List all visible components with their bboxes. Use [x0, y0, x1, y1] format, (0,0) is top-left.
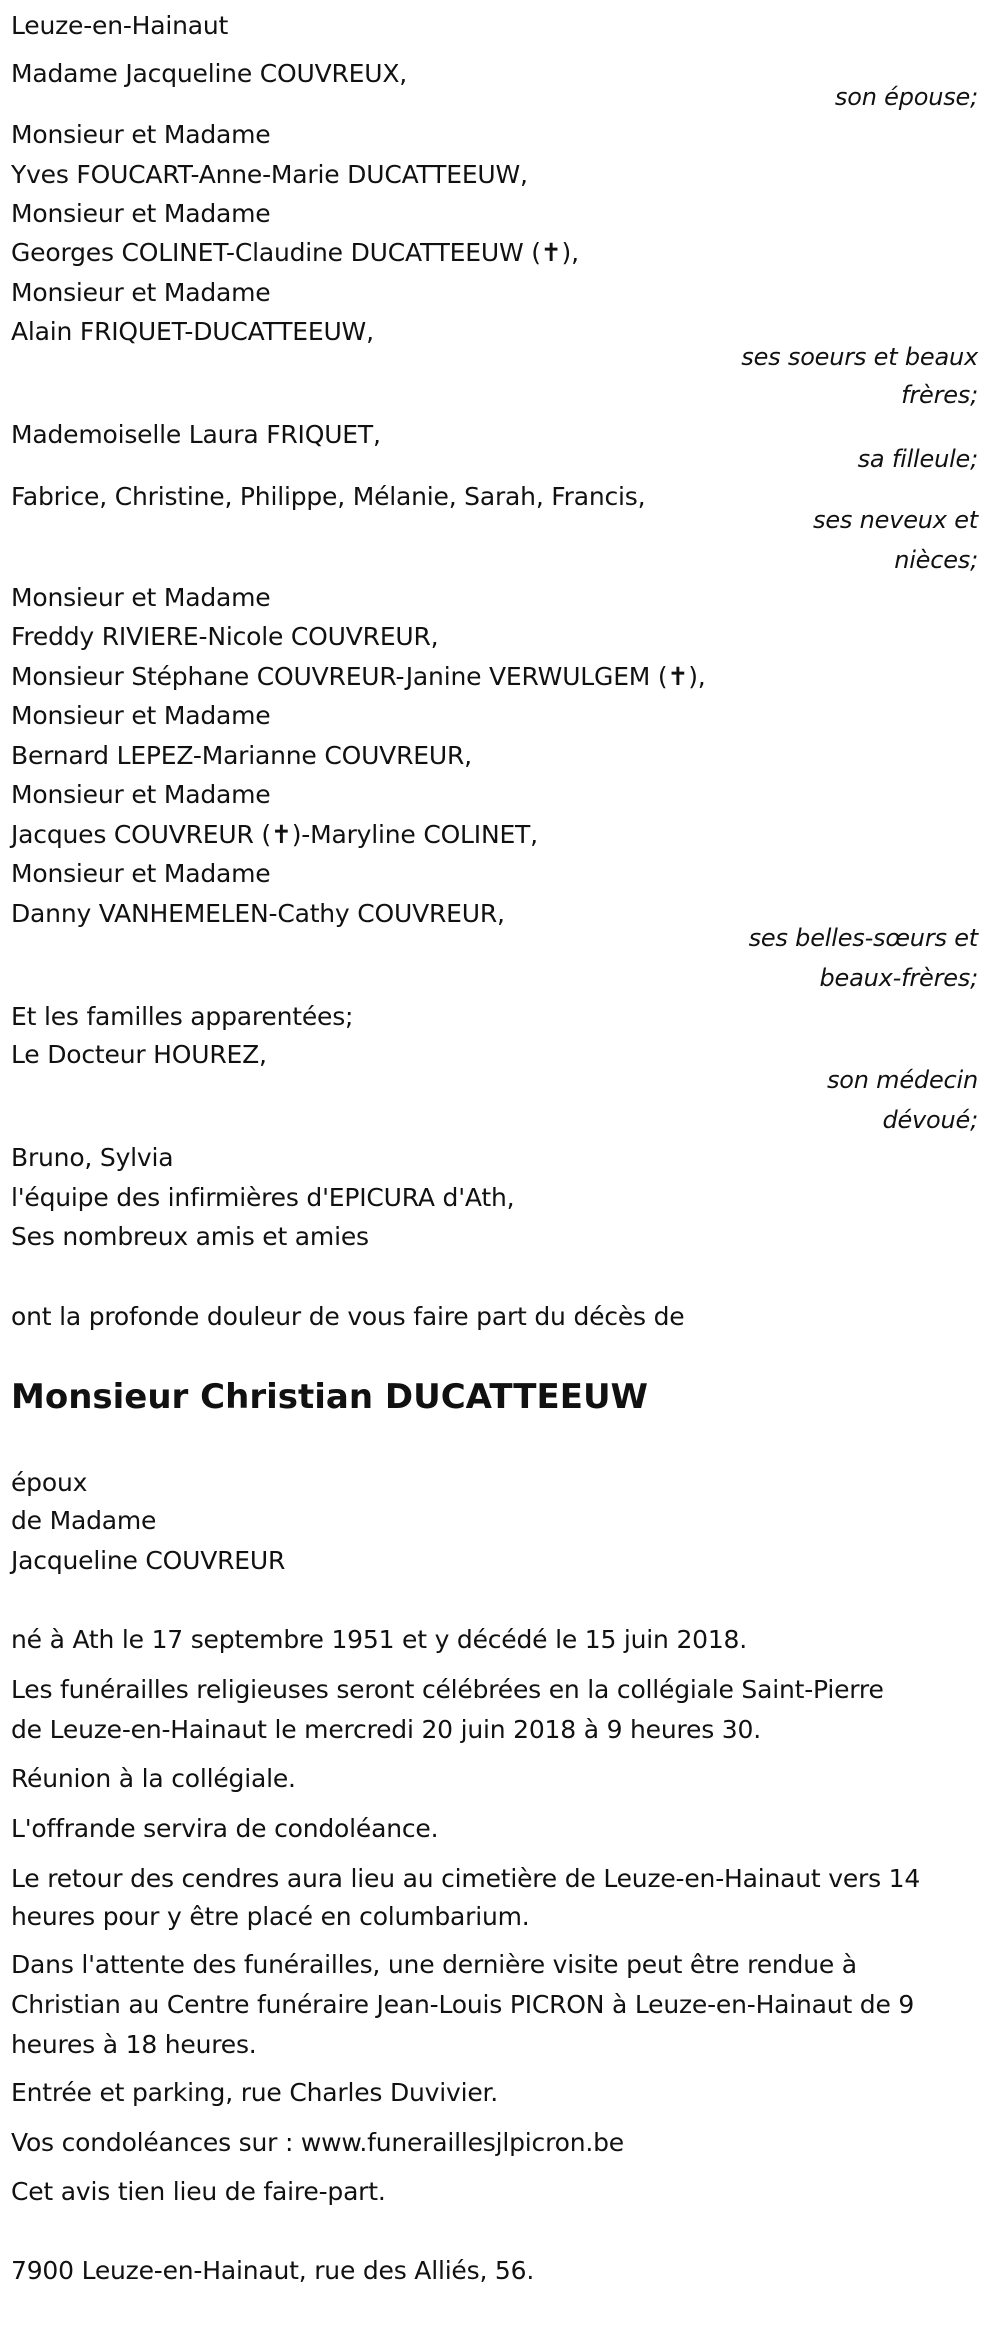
text-line: Monsieur et Madame: [11, 701, 271, 730]
text-line: Mademoiselle Laura FRIQUET,: [11, 420, 381, 449]
text-line: Jacques COUVREUR (✝)-Maryline COLINET,: [11, 820, 538, 849]
text-line: Vos condoléances sur : www.funeraillesjlpicron.be: [11, 2128, 624, 2157]
relationship-label: ses neveux et: [813, 506, 978, 534]
text-line: Jacqueline COUVREUR: [11, 1546, 286, 1575]
text-line: 7900 Leuze-en-Hainaut, rue des Alliés, 56.: [11, 2256, 535, 2285]
relationship-label: beaux-frères;: [819, 964, 978, 992]
text-line: Freddy RIVIERE-Nicole COUVREUR,: [11, 622, 439, 651]
text-line: l'équipe des infirmières d'EPICURA d'Ath,: [11, 1183, 515, 1212]
text-line: né à Ath le 17 septembre 1951 et y décédé le 15 juin 2018.: [11, 1625, 748, 1654]
relationship-label: ses belles-sœurs et: [748, 924, 978, 952]
text-line: Les funérailles religieuses seront célébrées en la collégiale Saint-Pierre: [11, 1675, 884, 1704]
text-line: de Leuze-en-Hainaut le mercredi 20 juin 2018 à 9 heures 30.: [11, 1715, 761, 1744]
text-line: Dans l'attente des funérailles, une dernière visite peut être rendue à: [11, 1950, 857, 1979]
deceased-name-heading: Monsieur Christian DUCATTEEUW: [11, 1377, 649, 1417]
relationship-label: frères;: [901, 381, 978, 409]
text-line: Bernard LEPEZ-Marianne COUVREUR,: [11, 741, 472, 770]
text-line: heures pour y être placé en columbarium.: [11, 1902, 530, 1931]
text-line: Yves FOUCART-Anne-Marie DUCATTEEUW,: [11, 160, 528, 189]
text-line: Réunion à la collégiale.: [11, 1764, 296, 1793]
text-line: Bruno, Sylvia: [11, 1143, 174, 1172]
relationship-label: son épouse;: [834, 83, 978, 111]
text-line: Fabrice, Christine, Philippe, Mélanie, Sarah, Francis,: [11, 482, 646, 511]
text-line: Monsieur et Madame: [11, 199, 271, 228]
text-line: Cet avis tien lieu de faire-part.: [11, 2177, 386, 2206]
text-line: Monsieur Stéphane COUVREUR-Janine VERWULGEM (✝),: [11, 662, 706, 691]
text-line: L'offrande servira de condoléance.: [11, 1814, 439, 1843]
text-line: de Madame: [11, 1506, 157, 1535]
relationship-label: son médecin: [826, 1066, 978, 1094]
relationship-label: nièces;: [894, 546, 978, 574]
text-line: Monsieur et Madame: [11, 583, 271, 612]
relationship-label: sa filleule;: [857, 445, 978, 473]
text-line: Monsieur et Madame: [11, 120, 271, 149]
text-line: Monsieur et Madame: [11, 278, 271, 307]
text-line: Leuze-en-Hainaut: [11, 11, 229, 40]
text-line: Le Docteur HOUREZ,: [11, 1040, 267, 1069]
text-line: Christian au Centre funéraire Jean-Louis PICRON à Leuze-en-Hainaut de 9: [11, 1990, 915, 2019]
text-line: Entrée et parking, rue Charles Duvivier.: [11, 2078, 499, 2107]
text-line: Monsieur et Madame: [11, 859, 271, 888]
relationship-label: ses soeurs et beaux: [741, 343, 978, 371]
text-line: heures à 18 heures.: [11, 2030, 257, 2059]
relationship-label: dévoué;: [882, 1106, 978, 1134]
text-line: Monsieur et Madame: [11, 780, 271, 809]
text-line: Le retour des cendres aura lieu au cimetière de Leuze-en-Hainaut vers 14: [11, 1864, 921, 1893]
text-line: Danny VANHEMELEN-Cathy COUVREUR,: [11, 899, 505, 928]
text-line: ont la profonde douleur de vous faire part du décès de: [11, 1302, 685, 1331]
text-line: Ses nombreux amis et amies: [11, 1222, 369, 1251]
text-line: Et les familles apparentées;: [11, 1002, 354, 1031]
text-line: Madame Jacqueline COUVREUX,: [11, 59, 408, 88]
text-line: époux: [11, 1468, 88, 1497]
text-line: Georges COLINET-Claudine DUCATTEEUW (✝),: [11, 238, 579, 267]
text-line: Alain FRIQUET-DUCATTEEUW,: [11, 317, 374, 346]
